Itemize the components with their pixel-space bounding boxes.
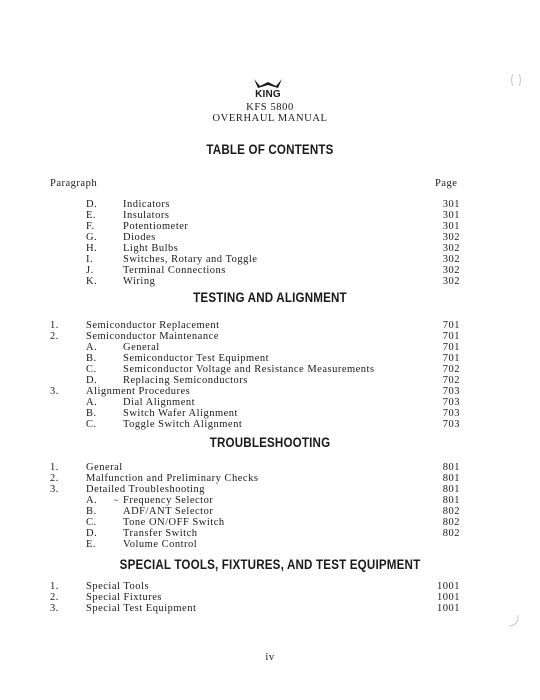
toc-row-title: ADF/ANT Selector bbox=[123, 506, 214, 517]
toc-row bbox=[0, 265, 540, 276]
toc-row-number: 2. bbox=[50, 592, 59, 603]
toc-row-number: 3. bbox=[50, 386, 59, 397]
toc-row-number: A. bbox=[86, 342, 98, 353]
toc-row-title: Malfunction and Preliminary Checks bbox=[86, 473, 259, 484]
stray-mark: ~ bbox=[114, 496, 119, 505]
toc-row-page: 703 bbox=[442, 408, 460, 419]
toc-row-number: 1. bbox=[50, 462, 59, 473]
toc-row bbox=[0, 364, 540, 375]
toc-row-number: K. bbox=[86, 276, 98, 287]
toc-row bbox=[0, 386, 540, 397]
toc-row-number: C. bbox=[86, 517, 97, 528]
toc-row-title: Special Test Equipment bbox=[86, 603, 197, 614]
toc-row-title: Detailed Troubleshooting bbox=[86, 484, 206, 495]
toc-row-number: F. bbox=[86, 221, 95, 232]
page-number: iv bbox=[265, 652, 275, 663]
toc-row-number: B. bbox=[86, 353, 97, 364]
toc-row-title: Transfer Switch bbox=[123, 528, 198, 539]
toc-row-page: 1001 bbox=[437, 581, 460, 592]
toc-row-number: B. bbox=[86, 506, 97, 517]
scan-mark-top bbox=[509, 72, 523, 88]
toc-row-title: Diodes bbox=[123, 232, 156, 243]
toc-row-page: 702 bbox=[442, 364, 460, 375]
toc-row-page: 703 bbox=[442, 386, 460, 397]
toc-row-number: B. bbox=[86, 408, 97, 419]
toc-row bbox=[0, 331, 540, 342]
toc-row-title: Semiconductor Voltage and Resistance Measurements bbox=[123, 364, 375, 375]
toc-row-page: 1001 bbox=[437, 603, 460, 614]
toc-row-title: General bbox=[86, 462, 123, 473]
toc-row-page: 703 bbox=[442, 419, 460, 430]
toc-row bbox=[0, 320, 540, 331]
toc-row-title: Switches, Rotary and Toggle bbox=[123, 254, 258, 265]
toc-row-title: Frequency Selector bbox=[123, 495, 214, 506]
toc-row bbox=[0, 254, 540, 265]
toc-row-page: 302 bbox=[442, 265, 460, 276]
toc-row-page: 302 bbox=[442, 243, 460, 254]
toc-row-page: 301 bbox=[442, 199, 460, 210]
toc-row-title: Volume Control bbox=[123, 539, 198, 550]
toc-row-number: C. bbox=[86, 419, 97, 430]
toc-row-title: Light Bulbs bbox=[123, 243, 179, 254]
toc-row-page: 701 bbox=[442, 353, 460, 364]
toc-row bbox=[0, 353, 540, 364]
toc-row-page: 701 bbox=[442, 320, 460, 331]
toc-row-page: 801 bbox=[442, 484, 460, 495]
toc-row-page: 301 bbox=[442, 221, 460, 232]
toc-row-number: C. bbox=[86, 364, 97, 375]
toc-row-number: 2. bbox=[50, 473, 59, 484]
toc-row-title: Terminal Connections bbox=[123, 265, 226, 276]
special-tools-heading: SPECIAL TOOLS, FIXTURES, AND TEST EQUIPMENT bbox=[119, 557, 421, 572]
toc-row-page: 302 bbox=[442, 276, 460, 287]
toc-row-title: Semiconductor Replacement bbox=[86, 320, 220, 331]
toc-row-title: Replacing Semiconductors bbox=[123, 375, 248, 386]
toc-row-title: Special Tools bbox=[86, 581, 150, 592]
toc-row-number: 2. bbox=[50, 331, 59, 342]
toc-row-title: General bbox=[123, 342, 160, 353]
toc-row bbox=[0, 342, 540, 353]
toc-row-page: 802 bbox=[442, 517, 460, 528]
toc-row bbox=[0, 592, 540, 603]
toc-row bbox=[0, 581, 540, 592]
toc-row-title: Alignment Procedures bbox=[86, 386, 191, 397]
toc-row-title: Semiconductor Maintenance bbox=[86, 331, 219, 342]
toc-row bbox=[0, 528, 540, 539]
toc-row bbox=[0, 232, 540, 243]
toc-row bbox=[0, 603, 540, 614]
testing-heading: TESTING AND ALIGNMENT bbox=[193, 290, 347, 305]
toc-row bbox=[0, 221, 540, 232]
toc-row-page: 802 bbox=[442, 506, 460, 517]
toc-row-number: H. bbox=[86, 243, 98, 254]
toc-row bbox=[0, 199, 540, 210]
toc-row-title: Insulators bbox=[123, 210, 170, 221]
toc-row bbox=[0, 210, 540, 221]
toc-row-page: 702 bbox=[442, 375, 460, 386]
toc-row-title: Special Fixtures bbox=[86, 592, 162, 603]
toc-row-number: 1. bbox=[50, 320, 59, 331]
toc-row-page: 302 bbox=[442, 232, 460, 243]
toc-row-page: 703 bbox=[442, 397, 460, 408]
toc-row bbox=[0, 462, 540, 473]
toc-row-page: 801 bbox=[442, 462, 460, 473]
toc-row-page: 801 bbox=[442, 473, 460, 484]
toc-row bbox=[0, 539, 540, 550]
toc-row-page: 302 bbox=[442, 254, 460, 265]
toc-row-title: Indicators bbox=[123, 199, 170, 210]
toc-row-number: G. bbox=[86, 232, 98, 243]
logo-text: KING bbox=[255, 89, 281, 100]
toc-title: TABLE OF CONTENTS bbox=[206, 142, 334, 157]
toc-row bbox=[0, 375, 540, 386]
toc-row-title: Semiconductor Test Equipment bbox=[123, 353, 270, 364]
toc-row bbox=[0, 484, 540, 495]
toc-row bbox=[0, 495, 540, 506]
toc-row bbox=[0, 473, 540, 484]
toc-row-page: 802 bbox=[442, 528, 460, 539]
toc-row-number: A. bbox=[86, 495, 98, 506]
toc-row-page: 701 bbox=[442, 342, 460, 353]
toc-row-page: 301 bbox=[442, 210, 460, 221]
toc-row-number: D. bbox=[86, 375, 98, 386]
toc-row-title: Dial Alignment bbox=[123, 397, 196, 408]
toc-row bbox=[0, 419, 540, 430]
toc-row-number: A. bbox=[86, 397, 98, 408]
model-number: KFS 5800 bbox=[246, 102, 294, 113]
toc-row bbox=[0, 276, 540, 287]
toc-row bbox=[0, 243, 540, 254]
toc-row-page: 801 bbox=[442, 495, 460, 506]
toc-row-number: D. bbox=[86, 199, 98, 210]
toc-row-number: 1. bbox=[50, 581, 59, 592]
toc-row-number: J. bbox=[86, 265, 94, 276]
toc-row-title: Toggle Switch Alignment bbox=[123, 419, 243, 430]
toc-row-number: I. bbox=[86, 254, 94, 265]
troubleshooting-heading: TROUBLESHOOTING bbox=[209, 435, 331, 450]
toc-row-title: Potentiometer bbox=[123, 221, 189, 232]
toc-row-page: 701 bbox=[442, 331, 460, 342]
scan-mark-bottom bbox=[506, 613, 522, 629]
manual-title: OVERHAUL MANUAL bbox=[212, 113, 328, 124]
toc-row-number: E. bbox=[86, 210, 97, 221]
toc-row-number: 3. bbox=[50, 603, 59, 614]
toc-row-title: Wiring bbox=[123, 276, 156, 287]
toc-row bbox=[0, 397, 540, 408]
toc-row bbox=[0, 517, 540, 528]
toc-row-title: Switch Wafer Alignment bbox=[123, 408, 238, 419]
page-column-header: Page bbox=[435, 178, 458, 189]
toc-row bbox=[0, 408, 540, 419]
paragraph-column-header: Paragraph bbox=[50, 178, 98, 189]
toc-row-number: E. bbox=[86, 539, 97, 550]
crown-icon bbox=[253, 77, 283, 89]
toc-row-title: Tone ON/OFF Switch bbox=[123, 517, 225, 528]
toc-row-number: 3. bbox=[50, 484, 59, 495]
toc-row-page: 1001 bbox=[437, 592, 460, 603]
toc-row-number: D. bbox=[86, 528, 98, 539]
toc-row bbox=[0, 506, 540, 517]
